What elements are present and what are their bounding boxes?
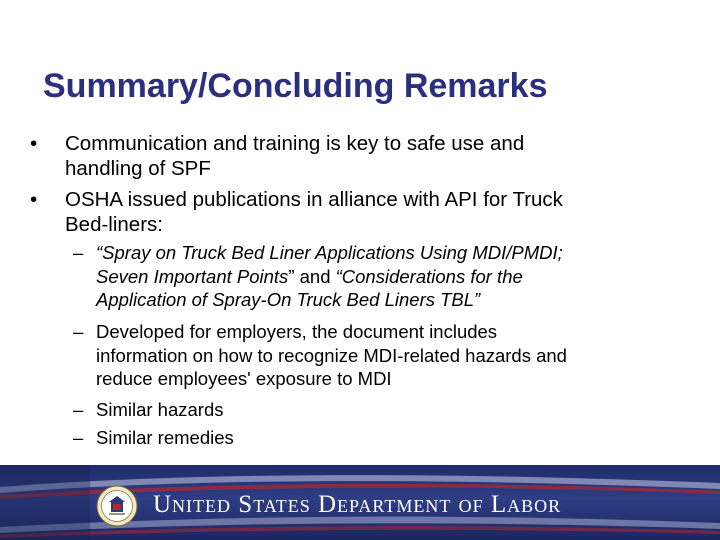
slide-title: Summary/Concluding Remarks [43,67,548,105]
bullet-line: Bed-liners: [65,213,163,236]
sub-bullet-item [73,241,673,312]
connector-text: ” and [288,265,336,287]
sub-bullet-line: Developed for employers, the document includes [96,321,498,342]
sub-bullet-line: reduce employees' exposure to MDI [96,368,392,389]
sub-bullet-text [96,241,673,312]
footer-banner [0,465,720,540]
bullet-marker: • [30,188,38,211]
sub-bullet-line: information on how to recognize MDI-related hazards and [96,344,567,366]
sub-bullet-line: Similar remedies [96,427,234,448]
sub-bullet-item [73,398,673,422]
bullet-text [65,187,670,237]
sub-bullet-item [73,320,673,391]
publication-title-line: Application of Spray-On Truck Bed Liners TBL” [96,289,481,310]
sub-bullet-item [73,426,673,450]
sub-bullet-marker: – [73,427,84,448]
bullet-line: Communication and training is key to safe use and [65,132,525,155]
department-of-labor-seal-icon [96,485,138,527]
sub-bullet-marker: – [73,399,84,420]
sub-bullet-marker: – [73,242,84,263]
sub-bullet-text [96,320,673,391]
publication-title-part: Seven Important Points [96,265,289,287]
bullet-line: handling of SPF [65,157,211,180]
organization-name: United States Department of Labor [153,491,562,518]
publication-title-line: “Spray on Truck Bed Liner Applications Using MDI/PMDI; [96,242,563,263]
bullet-line: OSHA issued publications in alliance with API for Truck [65,188,563,211]
sub-bullet-marker: – [73,321,84,342]
publication-title-part: “Considerations for the [335,265,523,287]
bullet-marker: • [30,132,38,155]
bullet-item [30,131,670,181]
bullet-item [30,187,670,237]
bullet-text [65,131,670,181]
sub-bullet-line: Similar hazards [96,399,224,420]
